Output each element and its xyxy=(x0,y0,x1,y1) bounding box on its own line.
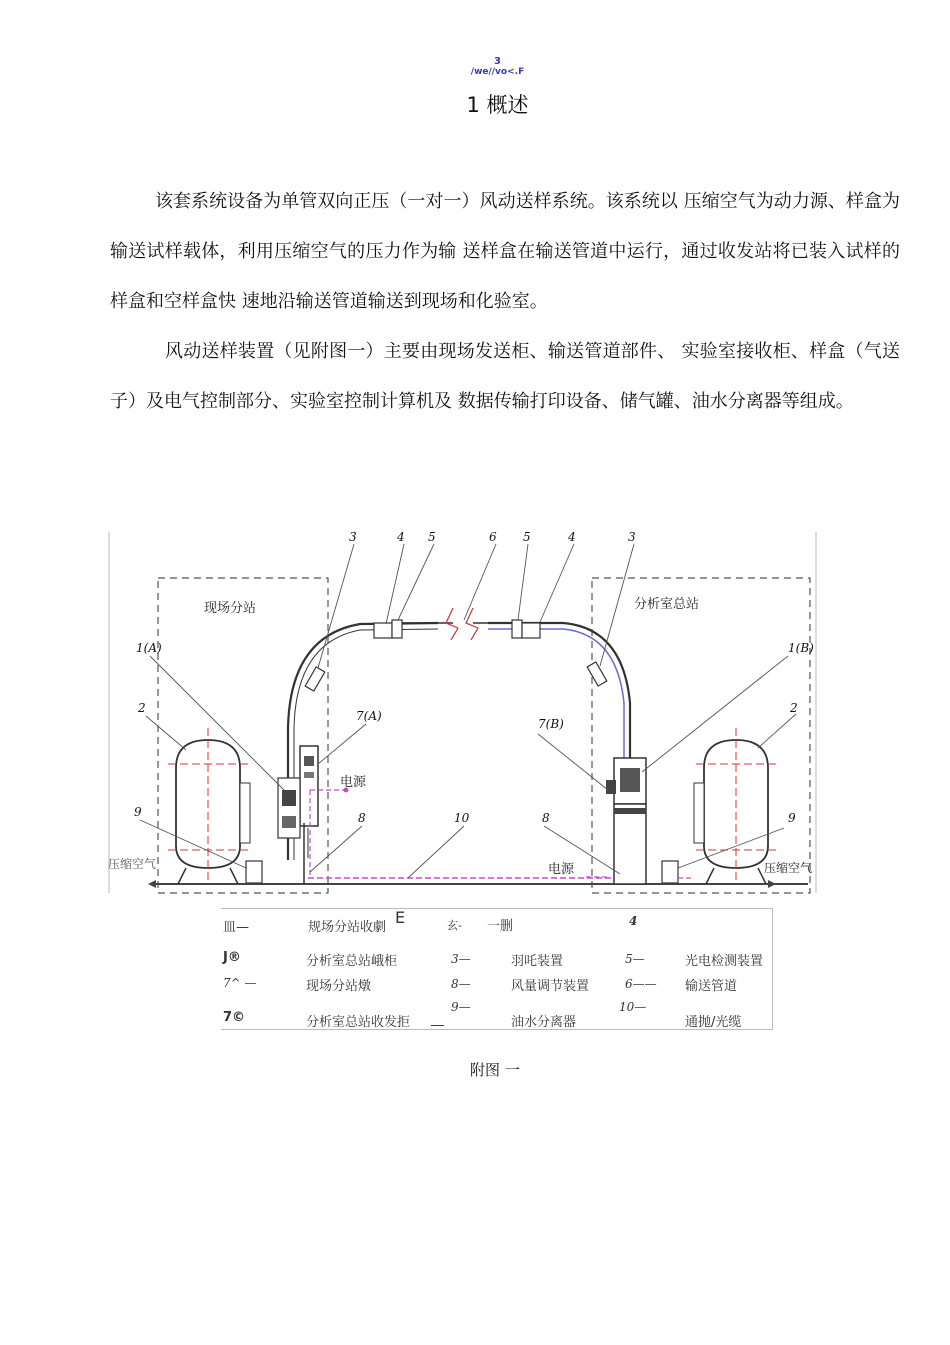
legend-r4-c1: 7© xyxy=(223,1010,246,1025)
legend-r2-c2: 分析室总站峨柜 xyxy=(306,954,398,969)
figure-legend xyxy=(221,908,773,1030)
air-label-right: 压缩空气 xyxy=(764,861,813,875)
legend-r3-c1: 7^ — xyxy=(223,976,257,990)
header-code: /we//vo<.F xyxy=(470,67,525,77)
legend-r4-c4: 油水分离器 xyxy=(511,1015,577,1030)
pipe-device-right xyxy=(512,620,522,638)
callout-9-right: 9 xyxy=(788,811,796,825)
callout-4-left: 4 xyxy=(397,530,405,544)
callout-2-left: 2 xyxy=(138,701,146,715)
legend-r2-c3: 3— xyxy=(451,952,471,966)
legend-r1-c4: 一删 xyxy=(487,919,514,934)
legend-r2-c4: 羽吒装置 xyxy=(511,954,564,969)
callout-9-left: 9 xyxy=(134,805,142,819)
left-station-cabinet xyxy=(278,746,318,884)
page-number: 3 xyxy=(494,56,501,67)
legend-r4-c6: 通抛/光缆 xyxy=(685,1015,742,1030)
callout-2-right: 2 xyxy=(790,701,798,715)
legend-r1-c5: 4 xyxy=(629,914,638,928)
separator-right xyxy=(662,861,678,883)
paragraph-2: 风动送样装置（见附图一）主要由现场发送柜、输送管道部件、 实验室接收柜、样盒（气送子）及电气控制部分、实验室控制计算机及 数据传输打印设备、储气罐、油水分离器等组成。 xyxy=(110,341,900,412)
legend-r4-c3: 9— xyxy=(451,1000,471,1014)
callout-4-right: 4 xyxy=(568,530,576,544)
legend-r1-c1: 皿— xyxy=(223,920,250,935)
legend-r2-c6: 光电检测装置 xyxy=(685,954,764,969)
air-label-left: 压缩空气 xyxy=(108,857,157,871)
legend-r3-c2: 现场分站燉 xyxy=(306,979,372,994)
callout-5-left: 5 xyxy=(428,530,436,544)
callout-7a: 7(A) xyxy=(356,709,382,723)
callout-3-right: 3 xyxy=(628,530,636,544)
callout-8-right: 8 xyxy=(542,811,550,825)
callout-8-left: 8 xyxy=(358,811,366,825)
callout-7b: 7(B) xyxy=(538,717,564,731)
legend-r2-c5: 5— xyxy=(625,952,645,966)
power-label-right: 电源 xyxy=(548,862,575,877)
legend-r1-e: E xyxy=(395,908,406,927)
legend-r4-c5: 10— xyxy=(619,1000,647,1014)
callout-1a: 1(A) xyxy=(136,641,162,655)
air-tank-left xyxy=(168,728,250,884)
separator-left xyxy=(246,861,262,883)
callout-10: 10 xyxy=(454,811,470,825)
section-title: 1 概述 xyxy=(466,93,529,117)
legend-r4-c2b: __ xyxy=(431,1012,444,1027)
legend-r4-c2: 分析室总站收发拒 xyxy=(306,1015,411,1030)
callout-5-right: 5 xyxy=(523,530,531,544)
legend-r3-c6: 输送管道 xyxy=(685,979,738,994)
right-station-label: 分析室总站 xyxy=(634,597,700,612)
pipe-device-left xyxy=(374,623,392,638)
legend-r1-c2: 规场分站收劇 xyxy=(308,920,387,935)
power-label-left: 电源 xyxy=(340,775,367,790)
legend-r3-c3: 8— xyxy=(451,977,471,991)
left-station-label: 现场分站 xyxy=(204,601,257,616)
legend-r3-c4: 风量调节装置 xyxy=(511,979,590,994)
callout-3-left: 3 xyxy=(349,530,357,544)
legend-r3-c5: 6—— xyxy=(625,977,657,991)
callout-6: 6 xyxy=(489,530,497,544)
legend-r2-c1: J® xyxy=(223,950,241,965)
right-station-cabinet xyxy=(606,758,646,884)
callout-1b: 1(B) xyxy=(788,641,814,655)
figure-caption: 附图 一 xyxy=(470,1061,520,1079)
legend-r1-c3: 玄- xyxy=(447,919,462,932)
system-diagram xyxy=(108,528,818,900)
paragraph-1: 该套系统设备为单管双向正压（一对一）风动送样系统。该系统以 压缩空气为动力源、样盒为输送试样载体，利用压缩空气的压力作为输 送样盒在输送管道中运行，通过收发站将已装入试样的样盒和空样盒快 速地沿输送管道输送到现场和化验室。 xyxy=(110,191,900,312)
